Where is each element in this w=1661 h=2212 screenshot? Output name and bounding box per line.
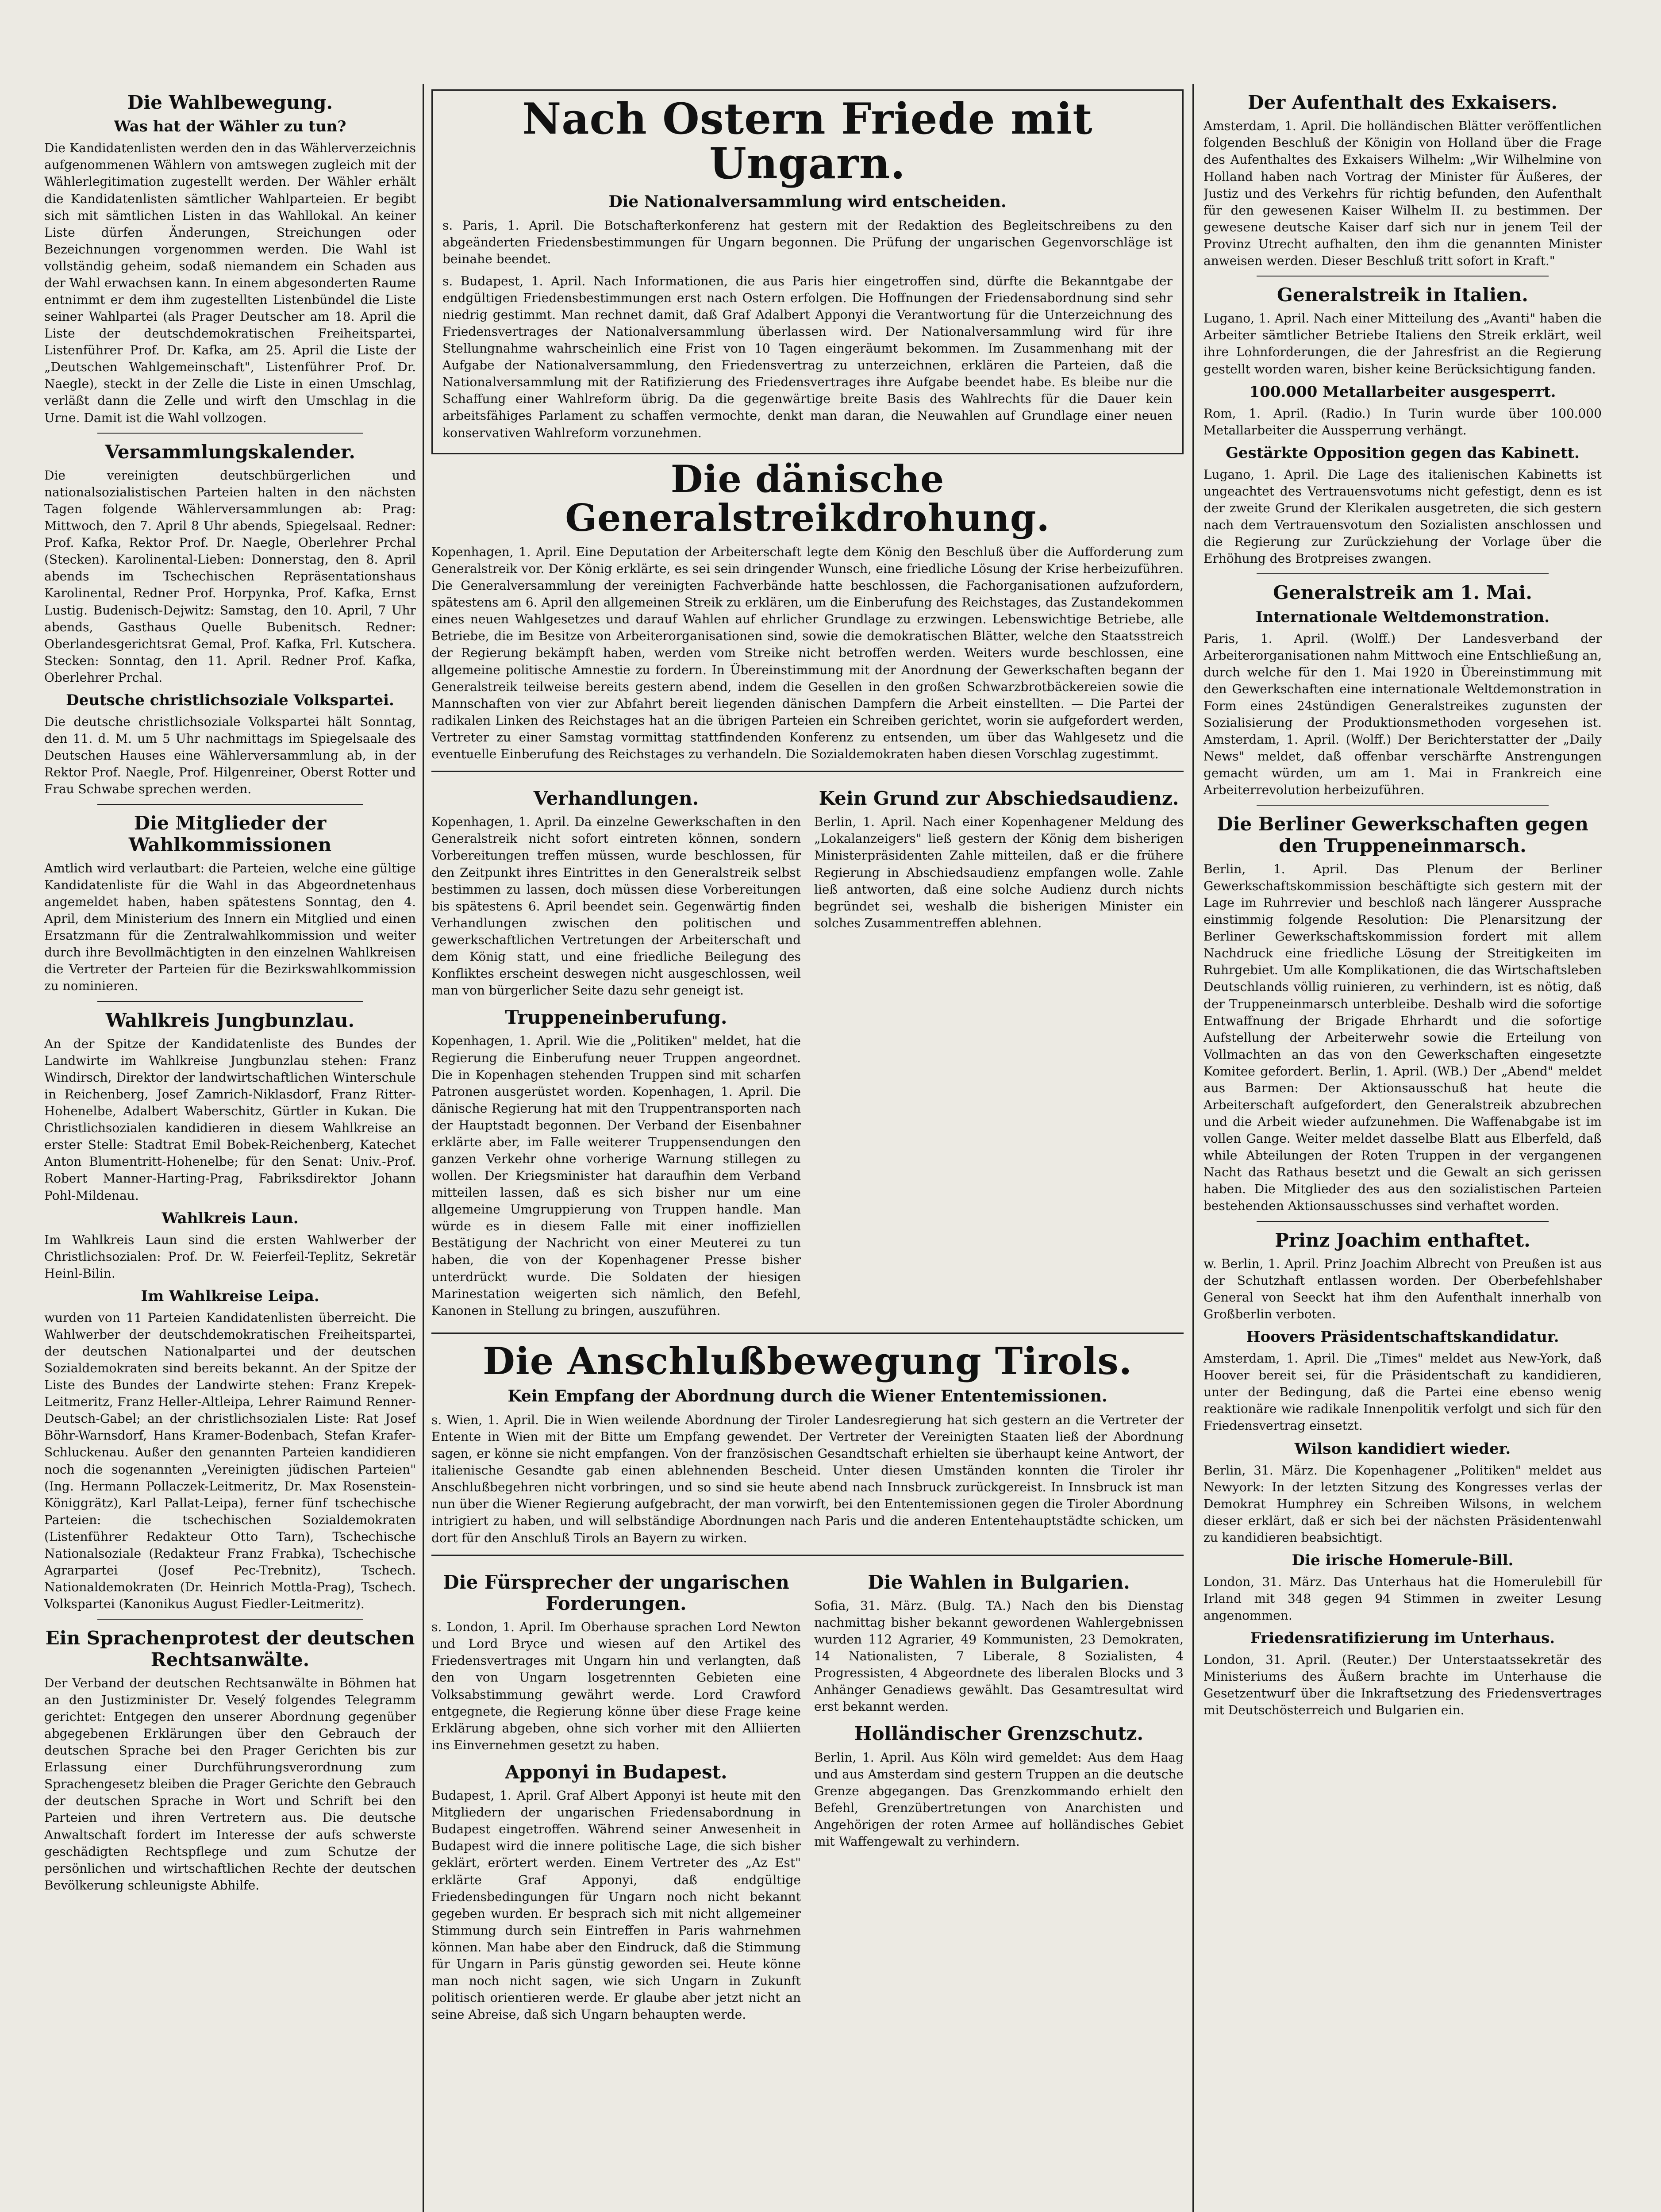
- subcolumn-right: [814, 1564, 1184, 2029]
- divider: [97, 804, 363, 805]
- subcolumn-left: [431, 1564, 801, 2029]
- divider: [97, 1619, 363, 1620]
- berl-text: Berlin, 1. April. Das Plenum der Berliner Gewerkschaftskommission beschäftigte sich gestern mit der Lage im Ruhrrevier und beschloß nach längerer Aussprache einstimmig folgende Resolution: Die Plenarsitzung der Berliner Gewerkschaftskommission fordert mit allem Nachdruck eine friedliche Lösung der Streitigkeiten im Ruhrgebiet. Um alle Komplikationen, die das Wirtschaftsleben Deutschlands völlig ruinieren, zu verhindern, ist es nötig, daß der Truppeneinmarsch unterbleibe. Deshalb wird die sofortige Entwaffnung der Brigade Ehrhardt und die sofortige Aufstellung der Arbeiterwehr sowie die Erteilung von Vollmachten an das von den Gewerkschaften eingesetzte Komitee gefordert. Berlin, 1. April. (WB.) Der „Abend" meldet aus Barmen: Der Aktionsausschuß hat heute die Arbeiterschaft aufgefordert, den Generalstreik abzubrechen und die Arbeit wieder aufzunehmen. Die Waffenabgabe ist im vollen Gange. Weiter meldet dasselbe Blatt aus Elberfeld, daß while Abteilungen der Roten Truppen in der vergangenen Nacht das Rathaus besetzt und die Gewalt an sich gerissen haben. Die Mitglieder des aus den sozialistischen Parteien bestehenden Aktionsausschusses sind verhaftet worden.: [1203, 861, 1602, 1214]
- holl-title: Holländischer Grenzschutz.: [854, 1723, 1144, 1745]
- divider: [97, 433, 363, 434]
- tirol-headline: Die Anschlußbewegung Tirols.: [483, 1339, 1132, 1383]
- laun-title: Wahlkreis Laun.: [161, 1209, 299, 1227]
- wahl-title: Die Wahlbewegung.: [127, 92, 333, 113]
- divider: [1257, 805, 1549, 806]
- fuer-title: Die Fürsprecher der ungarischen Forderungen.: [443, 1571, 789, 1614]
- danish-text: Kopenhagen, 1. April. Eine Deputation der Arbeiterschaft legte dem König den Beschluß über die Aufforderung zum Generalstreik vor. Der König erklärte, es sei sein dringender Wunsch, eine friedliche Lösung der Krise herbeizuführen. Die Generalversammlung der vereinigten Fachverbände hatte beschlossen, die Fachorganisationen aufzufordern, spätestens am 6. April den allgemeinen Streik zu erklären, um die Einberufung des Reichstages, das Zustandekommen eines neuen Wahlgesetzes und darauf Wahlen auf ehrlicher Grundlage zu erzwingen. Lebenswichtige Betriebe, alle Betriebe, die im Besitze von Arbeiterorganisationen sind, sowie die demokratischen Blätter, welche den Staatsstreich der Regierung bekämpft haben, werden vom Streike nicht betroffen werden. Weiters wurde beschlossen, eine allgemeine politische Amnestie zu fordern. In Übereinstimmung mit der Anordnung der Gewerkschaften begann der Generalstreik teilweise bereits gestern abend, indem die Gesellen in den großen Schwarzbrotbäckereien sowie die Mannschaften von vier zur Abfahrt bereit liegenden dänischen Dampfern die Arbeit einstellten. — Die Partei der radikalen Linken des Reichstages hat an die übrigen Parteien ein Schreiben gerichtet, worin sie aufgefordert werden, Vertreter zu einer Samstag vormittag stattfindenden Konferenz zu entsenden, um über das Wahlgesetz und die eventuelle Einberufung des Reichstages zu verhandeln. Die Sozialdemokraten haben diesen Vorschlag zugestimmt.: [431, 544, 1184, 761]
- column-rule-right: [1192, 84, 1194, 2212]
- main-paragraph-1: s. Paris, 1. April. Die Botschafterkonferenz hat gestern mit der Redaktion des Begleitschreibens zu den abgeänderten Friedensbestimmungen für Ungarn begonnen. Die Prüfung der ungarischen Gegenvorschläge ist beinahe beendet.: [442, 218, 1173, 266]
- christ-title: Deutsche christlichsoziale Volkspartei.: [66, 691, 394, 709]
- laun-text: Im Wahlkreis Laun sind die ersten Wahlwerber der Christlichsozialen: Prof. Dr. W. Feierfeil-Teplitz, Sekretär Heinl-Bilin.: [44, 1232, 416, 1281]
- divider: [431, 1333, 1184, 1334]
- bulg-text: Sofia, 31. März. (Bulg. TA.) Nach den bis Dienstag nachmittag bisher bekannt gewordenen Wahlergebnissen wurden 112 Agrarier, 49 Kommunisten, 23 Demokraten, 14 Nationalisten, 7 Liberale, 8 Sozialisten, 4 Progressisten, 4 Abgeordnete des liberalen Blocks und 3 Anhänger Genadiews gewählt. Das Gesamtresultat wird erst bekannt werden.: [814, 1598, 1184, 1714]
- divider: [1257, 1221, 1549, 1222]
- divider: [431, 1555, 1184, 1556]
- jung-text: An der Spitze der Kandidatenliste des Bundes der Landwirte im Wahlkreise Jungbunzlau stehen: Franz Windirsch, Direktor der landwirtschaftlichen Winterschule in Reichenberg, Josef Zamrich-Niklasdorf, Franz Ritter-Hohenelbe, Adalbert Waberschitz, Gürtler in Kukan. Die Christlichsozialen kandidieren in diesem Wahlkreise an erster Stelle: Stadtrat Emil Bobek-Reichenberg, Katechet Anton Blumentritt-Hohenelbe; für den Senat: Univ.-Prof. Robert Manner-Harting-Prag, Fabriksdirektor Johann Pohl-Mildenau.: [44, 1036, 416, 1203]
- mai-subtitle: Internationale Weltdemonstration.: [1255, 608, 1550, 626]
- metall-text: Rom, 1. April. (Radio.) In Turin wurde über 100.000 Metallarbeiter die Aussperrung verhängt.: [1203, 406, 1602, 438]
- vers-title: Versammlungskalender.: [105, 441, 355, 463]
- left-column: [44, 84, 416, 2212]
- kaiser-text: Amsterdam, 1. April. Die holländischen Blätter veröffentlichen folgenden Beschluß der Königin von Holland über die Frage des Aufenthaltes des Exkaisers Wilhelm: „Wir Wilhelmine von Holland haben nach Vortrag der Minister für Äußeres, der Justiz und des Verkehrs für richtig befunden, den Aufenthalt für den gewesenen Kaiser Wilhelm II. zu bestimmen. Der gewesene deutsche Kaiser darf sich nur in jenem Teil der Provinz Utrecht aufhalten, den ihm die genannten Minister anweisen werden. Dieser Beschluß tritt sofort in Kraft.": [1203, 119, 1602, 268]
- fuer-text: s. London, 1. April. Im Oberhause sprachen Lord Newton und Lord Bryce und wiesen auf den Artikel des Friedensvertrages mit Ungarn hin und verlangten, daß den von Ungarn losgetrennten Gebieten eine Volksabstimmung gewährt werde. Lord Crawford entgegnete, die Regierung könne über diese Frage keine Erklärung abgeben, ohne sich vorher mit den Alliierten ins Einvernehmen gesetzt zu haben.: [431, 1620, 801, 1752]
- wilson-title: Wilson kandidiert wieder.: [1294, 1440, 1511, 1458]
- mitgl-text: Amtlich wird verlautbart: die Parteien, welche eine gültige Kandidatenliste für die Wahl in das Abgeordnetenhaus angemeldet haben, haben spätestens Sonntag, den 4. April, dem Ministerium des Innern ein Mitglied und einen Ersatzmann für die Zentralwahlkommission und weiter durch ihre Bevollmächtigten in den einzelnen Wahlkreisen die Vertreter der Parteien für die Bezirkswahlkommission zu nominieren.: [44, 860, 416, 994]
- danish-headline: Die dänische Generalstreikdrohung.: [565, 457, 1050, 540]
- wahl-text: Die Kandidatenlisten werden den in das Wählerverzeichnis aufgenommenen Wählern von amtswegen zugleich mit der Wählerlegitimation zugestellt werden. Der Wähler erhält die Kandidatenlisten sämtlicher Wahlparteien. Er begibt sich mit sämtlichen Listen in das Wahllokal. An keiner Liste dürfen Änderungen, Streichungen oder Bezeichnungen vorgenommen werden. Die Wahl ist vollständig geheim, sodaß niemandem ein Schaden aus der Wahl erwachsen kann. In einem abgesonderten Raume entnimmt er dem ihm zugestellten Listenbündel die Liste seiner Wahlpartei (als Prager Deutscher am 18. April die Liste der deutschdemokratischen Freiheitspartei, Listenführer Prof. Dr. Kafka, am 25. April die Liste der „Deutschen Wahlgemeinschaft", Listenführer Prof. Dr. Naegle), steckt in der Zelle die Liste in einen Umschlag, verläßt dann die Zelle und wirft den Umschlag in die Urne. Damit ist die Wahl vollzogen.: [44, 141, 416, 425]
- metall-title: 100.000 Metallarbeiter ausgesperrt.: [1249, 383, 1556, 401]
- ital-text: Lugano, 1. April. Nach einer Mitteilung des „Avanti" haben die Arbeiter sämtlicher Betriebe Italiens den Streik erklärt, weil ihre Lohnforderungen, die der Jahresfrist an die Regierung gestellt worden waren, bisher keine Berücksichtigung fanden.: [1203, 311, 1602, 376]
- kein-title: Kein Grund zur Abschiedsaudienz.: [819, 787, 1179, 809]
- app-text: Budapest, 1. April. Graf Albert Apponyi ist heute mit den Mitgliedern der ungarischen Friedensabordnung in Budapest eingetroffen. Während seiner Anwesenheit in Budapest wird die innere politische Lage, die sich bisher geklärt, erörtert werden. Einem Vertreter des „Az Est" erklärte Graf Apponyi, daß endgültige Friedensbedingungen für Ungarn noch nicht bekannt gegeben wurden. Er besprach sich mit nicht allgemeiner Stimmung durch sein Eintreffen in Paris wahrnehmen können. Man habe aber den Eindruck, daß die Stimmung für Ungarn in Paris günstig geworden sei. Heute könne man noch nicht sagen, wie sich Ungarn in Zukunft politisch orientieren werde. Er glaube aber jetzt nicht an seine Abreise, daß sich Ungarn behaupten werde.: [431, 1788, 801, 2022]
- leipa-text: wurden von 11 Parteien Kandidatenlisten überreicht. Die Wahlwerber der deutschdemokratischen Freiheitspartei, der deutschen Nationalpartei und der deutschen Sozialdemokraten sind bereits bekannt. An der Spitze der Liste des Bundes der Landwirte stehen: Franz Krepek-Leitmeritz, Franz Heller-Altleipa, Lehrer Raimund Renner-Deutsch-Gabel; an der christlichsozialen Liste: Rat Josef Böhr-Warnsdorf, Hans Kramer-Bodenbach, Stefan Krafer-Schluckenau. Außer den genannten Parteien kandidieren noch die sogenannten „Vereinigten jüdischen Parteien" (Ing. Hermann Pollaczek-Leitmeritz, Dr. Max Rosenstein-Königgrätz), Karl Pallat-Leipa), ferner fünf tschechische Parteien: die tschechischen Sozialdemokraten (Listenführer Redakteur Otto Tarn), Tschechische Nationalsoziale (Redakteur Franz Frabka), Tschechische Agrarpartei (Josef Pec-Trebnitz), Tschech. Nationaldemokraten (Dr. Heinrich Mottla-Prag), Tschech. Volkspartei (Kanonikus August Fiedler-Leitmeritz).: [44, 1310, 416, 1612]
- trupp-title: Truppeneinberufung.: [505, 1006, 727, 1029]
- main-headline: Nach Ostern Friede mit Ungarn.: [522, 94, 1093, 188]
- hoover-text: Amsterdam, 1. April. Die „Times" meldet aus New-York, daß Hoover bereit sei, für die Präsidentschaft zu kandidieren, unter der Bedingung, daß die Partei eine ebenso wenig reaktionäre wie radikale Innenpolitik verfolgt und sich für den Friedensvertrag einsetzt.: [1203, 1351, 1602, 1433]
- prinz-title: Prinz Joachim enthaftet.: [1275, 1229, 1530, 1251]
- right-column: [1203, 84, 1602, 2212]
- ratif-title: Friedensratifizierung im Unterhaus.: [1250, 1629, 1555, 1647]
- app-title: Apponyi in Budapest.: [505, 1761, 727, 1783]
- sprach-text: Der Verband der deutschen Rechtsanwälte in Böhmen hat an den Justizminister Dr. Veselý folgendes Telegramm gerichtet: Entgegen den unserer Abordnung gegenüber abgegebenen Erklärungen über den Gebrauch der deutschen Sprache bei den Prager Gerichten bis zur Erlassung einer Durchführungsverordnung zum Sprachengesetz bleiben die Prager Gerichte den Gebrauch der deutschen Sprache in Wort und Schrift bei den Parteien und ihren Vertretern aus. Die deutsche Anwaltschaft fordert im Interesse der aufs schwerste geschädigten Rechtspflege und zum Schutze der persönlichen und wirtschaftlichen Rechte der deutschen Bevölkerung schleunigste Abhilfe.: [44, 1675, 416, 1893]
- kein-text: Berlin, 1. April. Nach einer Kopenhagener Meldung des „Lokalanzeigers" ließ gestern der König dem bisherigen Ministerpräsidenten Zahle mitteilen, daß er die frühere Regierung in Abschiedsaudienz empfangen wolle. Zahle ließ antworten, daß eine solche Audienz durch nichts begründet sei, weshalb die bisherigen Minister ein solches Zusammentreffen ablehnen.: [814, 814, 1184, 930]
- ratif-text: London, 31. April. (Reuter.) Der Unterstaatssekretär des Ministeriums des Äußern brachte im Unterhause die Gesetzentwurf über die Inkraftsetzung des Friedensvertrages mit Deutschösterreich und Bulgarien ein.: [1203, 1652, 1602, 1718]
- opp-title: Gestärkte Opposition gegen das Kabinett.: [1226, 444, 1580, 462]
- divider: [431, 771, 1184, 772]
- irish-title: Die irische Homerule-Bill.: [1292, 1551, 1514, 1569]
- column-rule-left: [423, 84, 424, 2212]
- mitgl-title: Die Mitglieder der Wahlkommissionen: [128, 812, 332, 856]
- divider: [97, 1001, 363, 1002]
- vers-text: Die vereinigten deutschbürgerlichen und nationalsozialistischen Parteien halten in den nächsten Tagen folgende Wählerversammlungen ab: Prag: Mittwoch, den 7. April 8 Uhr abends, Spiegelsaal. Redner: Prof. Kafka, Rektor Prof. Dr. Naegle, Oberlehrer Prchal (Stecken). Karolinental-Lieben: Donnerstag, den 8. April abends im Tschechischen Repräsentationshaus Karolinental, Redner Prof. Horpynka, Prof. Kafka, Ernst Lustig. Budenisch-Dejwitz: Samstag, den 10. April, 7 Uhr abends, Gasthaus Quelle Bubenitsch. Redner: Oberlandesgerichtsrat Gemal, Prof. Kafka, Frl. Kutschera. Stecken: Sonntag, den 11. April. Redner Prof. Kafka, Oberlehrer Prchal.: [44, 468, 416, 685]
- divider: [1257, 573, 1549, 574]
- leipa-title: Im Wahlkreise Leipa.: [141, 1287, 319, 1305]
- ital-title: Generalstreik in Italien.: [1277, 284, 1528, 306]
- middle-column: [431, 84, 1184, 2212]
- tirol-text: s. Wien, 1. April. Die in Wien weilende Abordnung der Tiroler Landesregierung hat sich gestern an die Vertreter der Entente in Wien mit der Bitte um Empfang gewendet. Der Vertreter der Vereinigten Staaten ließ der Abordnung sagen, er könne sie nicht empfangen. Von der französischen Gesandtschaft erhielten sie überhaupt keine Antwort, der italienische Gesandte gab einen ablehnenden Bescheid. Unter diesen Umständen konnten die Tiroler ihr Anschlußbegehren nicht vorbringen, und so sind sie heute abend nach Innsbruck zurückgereist. In Innsbruck ist man nun über die Wiener Regierung aufgebracht, der man vorwirft, bei den Ententemissionen gegen die Tiroler Abordnung intrigiert zu haben, und will selbständige Abordnungen nach Paris und die anderen Ententehauptstädte schicken, um dort für den Anschluß Tirols an Bayern zu wirken.: [431, 1412, 1184, 1545]
- bottom-subcolumns: [431, 1564, 1184, 2029]
- subcolumn-left: [431, 780, 801, 1325]
- main-article: [431, 89, 1184, 454]
- berl-title: Die Berliner Gewerkschaften gegen den Truppeneinmarsch.: [1217, 813, 1588, 856]
- danish-subcolumns: [431, 780, 1184, 1325]
- verh-text: Kopenhagen, 1. April. Da einzelne Gewerkschaften in den Generalstreik nicht sofort eintreten können, sondern Vorbereitungen treffen müssen, wurde beschlossen, für den Zeitpunkt ihres Eintrittes in den Generalstreik selbst bestimmen zu lassen, doch müssen diese Vorbereitungen bis spätestens 6. April beendet sein. Gegenwärtig finden Verhandlungen zwischen den politischen und gewerkschaftlichen Vertretungen der Arbeiterschaft und dem König statt, und eine friedliche Beilegung des Konfliktes erscheint deswegen nicht ausgeschlossen, weil man von bürgerlicher Seite dazu sehr geneigt ist.: [431, 814, 801, 998]
- main-paragraph-2: s. Budapest, 1. April. Nach Informationen, die aus Paris hier eingetroffen sind, dürfte die Bekanntgabe der endgültigen Friedensbestimmungen erst nach Ostern erfolgen. Die Hoffnungen der Friedensabordnung sind sehr niedrig gestimmt. Man rechnet damit, daß Graf Adalbert Apponyi die Verantwortung für die Unterzeichnung des Friedensvertrages der Nationalversammlung überlassen wird. Der Nationalversammlung wird für ihre Stellungnahme wahrscheinlich eine Frist von 10 Tagen eingeräumt bekommen. Im Zusammenhang mit der Aufgabe der Nationalversammlung, den Friedensvertrag zu unterzeichnen, erklären die Parteien, daß die Nationalversammlung mit der Ratifizierung des Friedensvertrages ihre Aufgabe beendet habe. Es bleibe nur die Schaffung einer Wahlreform übrig. Da die gegenwärtige breite Basis des Wahlrechts für die Dauer kein arbeitsfähiges Parlament zu schaffen vermochte, denkt man daran, die Neuwahlen auf Grundlage einer neuen konservativen Wahlreform vorzunehmen.: [442, 273, 1173, 440]
- irish-text: London, 31. März. Das Unterhaus hat die Homerulebill für Irland mit 348 gegen 94 Stimmen in zweiter Lesung angenommen.: [1203, 1574, 1602, 1623]
- trupp-text: Kopenhagen, 1. April. Wie die „Politiken" meldet, hat die Regierung die Einberufung neuer Truppen angeordnet. Die in Kopenhagen stehenden Truppen sind mit scharfen Patronen ausgerüstet worden. Kopenhagen, 1. April. Die dänische Regierung hat mit den Truppentransporten nach der Hauptstadt begonnen. Der Verband der Eisenbahner erklärte aber, im Falle weiterer Truppensendungen den ganzen Verkehr ohne vorherige Warnung stillegen zu wollen. Der Kriegsminister hat daraufhin dem Verband mitteilen lassen, daß es sich bisher nur um eine allgemeine Umgruppierung von Truppen handle. Man würde es in diesem Falle mit einer inoffiziellen Bestätigung der Nachricht von einer Meuterei zu tun haben, die von der Kopenhagener Presse bisher unterdrückt wurde. Die Soldaten der hiesigen Marinestation weigerten sich nämlich, den Befehl, Kanonen in Stellung zu bringen, auszuführen.: [431, 1033, 801, 1318]
- hoover-title: Hoovers Präsidentschaftskandidatur.: [1246, 1328, 1559, 1346]
- prinz-text: w. Berlin, 1. April. Prinz Joachim Albrecht von Preußen ist aus der Schutzhaft entlassen worden. Der Oberbefehlshaber General von Seeckt hat ihm den Aufenthalt innerhalb von Großberlin verboten.: [1203, 1256, 1602, 1322]
- bulg-title: Die Wahlen in Bulgarien.: [868, 1571, 1130, 1593]
- tirol-subheadline: Kein Empfang der Abordnung durch die Wiener Ententemissionen.: [508, 1386, 1107, 1406]
- subcolumn-right: [814, 780, 1184, 1325]
- mai-text: Paris, 1. April. (Wolff.) Der Landesverband der Arbeiterorganisationen nahm Mittwoch eine Entschließung an, durch welche für den 1. Mai 1920 in Übereinstimmung mit den Gewerkschaften eine internationale Weltdemonstration in Form eines 24stündigen Generalstreikes zugunsten der Sozialisierung der Produktionsmethoden vorgesehen ist. Amsterdam, 1. April. (Wolff.) Der Berichterstatter der „Daily News" meldet, daß offenbar verschärfte Anstrengungen gemacht würden, um am 1. Mai in Frankreich eine Arbeiterrevolution herbeizuführen.: [1203, 631, 1602, 798]
- verh-title: Verhandlungen.: [533, 787, 699, 809]
- christ-text: Die deutsche christlichsoziale Volkspartei hält Sonntag, den 11. d. M. um 5 Uhr nachmittags im Spiegelsaale des Deutschen Hauses eine Wählerversammlung ab, in der Rektor Prof. Naegle, Prof. Hilgenreiner, Oberst Rotter und Frau Schwabe sprechen werden.: [44, 714, 416, 797]
- main-subheadline: Die Nationalversammlung wird entscheiden.: [608, 192, 1007, 211]
- wilson-text: Berlin, 31. März. Die Kopenhagener „Politiken" meldet aus Newyork: In der letzten Sitzung des Kongresses verlas der Demokrat Humphrey ein Schreiben Wilsons, in welchem dieser erklärt, daß er sich bei der nächsten Präsidentenwahl zu kandidieren beabsichtigt.: [1203, 1463, 1602, 1545]
- mai-title: Generalstreik am 1. Mai.: [1273, 582, 1532, 604]
- jung-title: Wahlkreis Jungbunzlau.: [105, 1009, 355, 1031]
- wahl-subtitle: Was hat der Wähler zu tun?: [114, 118, 346, 136]
- holl-text: Berlin, 1. April. Aus Köln wird gemeldet: Aus dem Haag und aus Amsterdam sind gestern Truppen an die deutsche Grenze abgegangen. Das Grenzkommando erhielt den Befehl, Grenzübertretungen von Anarchisten und Angehörigen der roten Armee auf holländisches Gebiet mit Waffengewalt zu verhindern.: [814, 1750, 1184, 1849]
- sprach-title: Ein Sprachenprotest der deutschen Rechtsanwälte.: [45, 1627, 415, 1671]
- opp-text: Lugano, 1. April. Die Lage des italienischen Kabinetts ist ungeachtet des Vertrauensvotums nicht gefestigt, denn es ist der zweite Grund der Klerikalen ausgetreten, die sich gestern nach dem Vertrauensvotum den Sozialisten anschlossen und die Regierung zur Zurückziehung der Vorlage über die Erhöhung des Brotpreises zwangen.: [1203, 467, 1602, 566]
- kaiser-title: Der Aufenthalt des Exkaisers.: [1248, 92, 1557, 113]
